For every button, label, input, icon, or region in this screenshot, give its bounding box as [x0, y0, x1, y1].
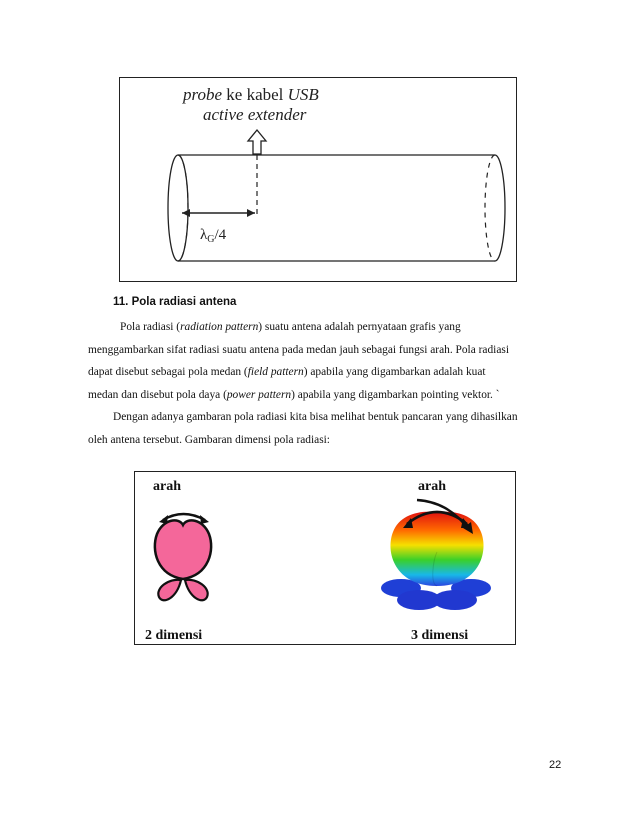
probe-label-line2: active extender: [203, 105, 307, 124]
probe-label-line1: probe ke kabel USB: [183, 85, 319, 104]
pink-side-lobe-left: [158, 580, 181, 601]
up-arrow-icon: [248, 130, 266, 154]
wavelength-label: $\lambda_G/4$: [200, 227, 227, 245]
cable-left-end-hidden: [178, 155, 188, 261]
cable-diagram-svg: [120, 78, 516, 281]
paragraph-pattern-shape: [88, 406, 558, 451]
left-curved-arrow-icon: [163, 514, 205, 520]
arrowhead-left-icon: [182, 209, 190, 217]
right-arrow-label: arah: [418, 479, 446, 494]
pink-side-lobe-right: [185, 580, 208, 601]
page-number: 22: [549, 759, 562, 771]
paragraph1-line2: menggambarkan sifat radiasi suatu antena pada medan jauh sebagai fungsi arah. Pola radiasi: [88, 343, 509, 356]
left-caption: 2 dimensi: [145, 628, 203, 643]
left-arrow-label: arah: [153, 479, 181, 494]
cable-diagram-figure: [119, 77, 517, 282]
cable-right-end-hidden: [485, 155, 495, 261]
section-heading: [113, 296, 236, 308]
paragraph1-line1: Pola radiasi (radiation pattern) suatu antena adalah pernyataan grafis yang: [120, 321, 461, 333]
paragraph1-line4: medan dan disebut pola daya (power pattern) apabila yang digambarkan pointing vektor. `: [88, 388, 500, 401]
paragraph-radiation-pattern: [88, 316, 558, 406]
radiation-pattern-figure: [134, 471, 516, 645]
blue-lobe-front-right: [433, 590, 477, 610]
section-title: Pola radiasi antena: [131, 296, 237, 308]
arrowhead-right-icon: [247, 209, 255, 217]
pink-main-lobe: [155, 520, 211, 579]
paragraph2-line1: Dengan adanya gambaran pola radiasi kita bisa melihat bentuk pancaran yang dihasilkan: [113, 411, 518, 423]
rainbow-3d-lobe: [390, 512, 483, 586]
paragraph1-line3: dapat disebut sebagai pola medan (field pattern) apabila yang digambarkan adalah kuat: [88, 366, 486, 379]
cable-right-end: [495, 155, 505, 261]
paragraph2-line2: oleh antena tersebut. Gambaran dimensi pola radiasi:: [88, 433, 330, 446]
radiation-pattern-svg: [135, 472, 515, 644]
right-caption: 3 dimensi: [411, 628, 469, 643]
section-number: 11.: [113, 296, 129, 308]
